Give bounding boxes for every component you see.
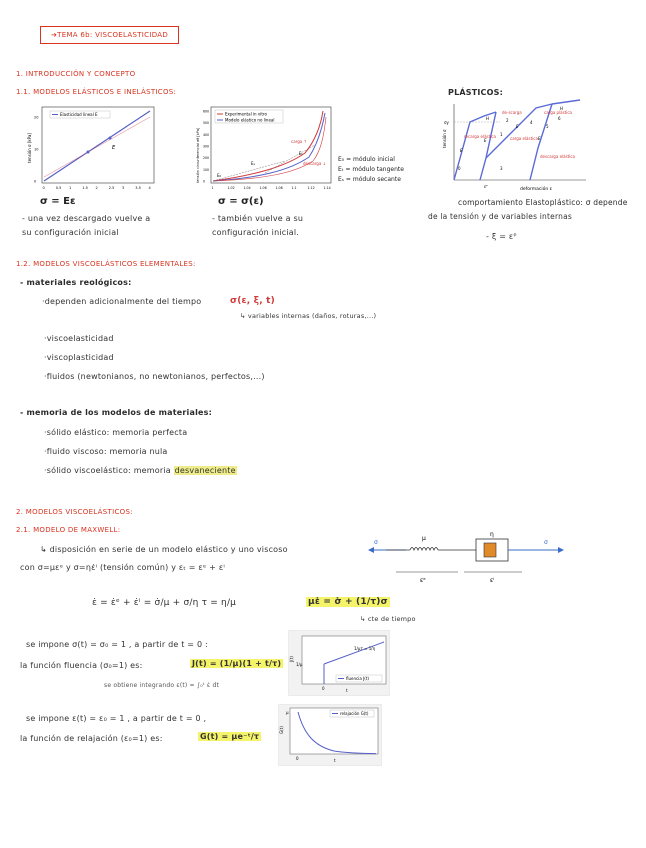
x-tick-label: 1 bbox=[211, 186, 214, 190]
eq-linear: σ = Eε bbox=[40, 196, 76, 207]
num-6: 6 bbox=[558, 116, 561, 121]
x-tick-label: 1.12 bbox=[307, 186, 315, 190]
relax-text-1: se impone ε(t) = ε₀ = 1 , a partir de t = 0 , bbox=[26, 714, 207, 723]
annot-carga: carga ↑ bbox=[291, 139, 307, 144]
moduli-list bbox=[338, 156, 404, 183]
eta-label: η bbox=[490, 531, 494, 538]
x-tick-label: 1.08 bbox=[275, 186, 283, 190]
second-unload-path bbox=[530, 104, 552, 180]
note-nonlinear-1: - también vuelve a su bbox=[212, 214, 304, 223]
annot-e0: E₀ bbox=[217, 173, 222, 178]
right-arrowhead bbox=[558, 547, 564, 553]
tangent-line bbox=[265, 145, 315, 173]
x-ticks bbox=[212, 186, 331, 190]
letter-E4: E bbox=[538, 136, 541, 141]
subsection-1-1-heading: 1.1. MODELOS ELÁSTICOS E INELÁSTICOS: bbox=[16, 88, 177, 96]
x-tick-label: 2.5 bbox=[108, 186, 115, 190]
y-axis-label: tensión σ [kPa] bbox=[27, 133, 32, 163]
y-tick: 1/μ bbox=[296, 662, 303, 667]
sigma-y-label: σy bbox=[444, 120, 449, 125]
num-0: 0 bbox=[458, 166, 461, 171]
num-5: 5 bbox=[546, 124, 549, 129]
y-tick-label: 0 bbox=[34, 179, 37, 184]
ee-label: εᵉ bbox=[420, 577, 426, 584]
list-viscoplasticity: ·viscoplasticidad bbox=[44, 353, 114, 362]
letter-E1: E bbox=[460, 148, 463, 153]
label-E: E bbox=[112, 145, 116, 151]
legend-label-1: Experimental in vitro bbox=[225, 111, 267, 117]
y-tick-label: 200 bbox=[203, 156, 210, 161]
letter-E2: E bbox=[484, 138, 487, 143]
letter-H1: H bbox=[486, 116, 490, 121]
rheological-text: ·dependen adicionalmente del tiempo bbox=[42, 297, 202, 306]
y-axis-label: G(t) bbox=[279, 726, 284, 734]
ep-label: εᴾ bbox=[484, 184, 488, 189]
y-tick-label: 20 bbox=[34, 115, 39, 120]
plastic-text-1: comportamiento Elastoplástico: σ depende bbox=[458, 198, 628, 207]
slope-label: 1/μτ = 1/η bbox=[354, 646, 376, 651]
nonlinear-elasticity-chart bbox=[195, 103, 335, 195]
elastoplastic-diagram bbox=[440, 98, 590, 194]
annot-descarga: de-scarga bbox=[502, 110, 522, 115]
section-1-heading: 1. INTRODUCCIÓN Y CONCEPTO bbox=[16, 70, 136, 78]
plastic-path bbox=[552, 100, 580, 104]
sigma-left: σ bbox=[374, 539, 378, 546]
sigma-right: σ bbox=[544, 539, 548, 546]
modulus-secant: Eₛ = módulo secante bbox=[338, 176, 401, 183]
memory-viscoelastic-highlight: desvaneciente bbox=[174, 466, 236, 475]
relaxation-plot bbox=[278, 704, 382, 766]
y-axis-label: tensión circunferencial σθ [kPa] bbox=[196, 127, 200, 183]
series-line-secondary bbox=[44, 117, 150, 177]
plastic-text-3: - ξ = εᴾ bbox=[486, 232, 517, 241]
x-ticks bbox=[43, 186, 152, 190]
x-tick-label: 1.06 bbox=[259, 186, 267, 190]
plasticos-label: PLÁSTICOS: bbox=[448, 88, 503, 97]
y-axis-label: J(t) bbox=[289, 656, 294, 662]
linear-elasticity-chart bbox=[28, 103, 158, 195]
creep-note: se obtiene integrando ε(t) = ∫₀ᵗ ε̇ dt bbox=[104, 682, 220, 689]
maxwell-eq-note: ↳ cte de tiempo bbox=[360, 615, 416, 623]
y-axis-label: tensión σ bbox=[442, 129, 447, 148]
point-1 bbox=[87, 151, 90, 154]
x-tick-label: 1 bbox=[69, 186, 72, 190]
y-ticks bbox=[34, 116, 38, 184]
x-tick-label: 1.14 bbox=[323, 186, 331, 190]
num-4: 4 bbox=[530, 120, 533, 125]
x-tick-label: 1.02 bbox=[227, 186, 235, 190]
maxwell-eq: ε̇ = ε̇ᵉ + ε̇ⁱ = σ̇/μ + σ/η τ = η/μ bbox=[92, 598, 237, 608]
y-tick-label: 400 bbox=[203, 132, 210, 137]
legend-label: Elasticidad lineal E bbox=[60, 112, 98, 117]
maxwell-text-2: con σ=μεᵉ y σ=ηε̇ⁱ (tensión común) y εₜ = εᵉ + εⁱ bbox=[20, 563, 225, 572]
list-viscoelasticity: ·viscoelasticidad bbox=[44, 334, 114, 343]
x-tick-label: 0 bbox=[42, 186, 45, 190]
memory-elastic: ·sólido elástico: memoria perfecta bbox=[44, 428, 188, 437]
x-tick-label: 1.5 bbox=[82, 186, 88, 190]
x-axis-label: deformación ε bbox=[520, 187, 553, 192]
dashpot-piston bbox=[484, 543, 496, 557]
creep-function: J(t) = (1/μ)(1 + t/τ) bbox=[192, 659, 282, 668]
annot-carga-plastica: carga plástica bbox=[544, 110, 573, 115]
y-tick-label: 10 bbox=[34, 147, 39, 152]
creep-plot bbox=[288, 630, 390, 696]
relax-text-2: la función de relajación (ε₀=1) es: bbox=[20, 734, 163, 743]
left-arrowhead bbox=[368, 547, 374, 553]
num-3: 3 bbox=[500, 166, 503, 171]
rheological-note: ↳ variables internas (daños, roturas,...) bbox=[240, 312, 377, 320]
section-2-heading: 2. MODELOS VISCOELÁSTICOS: bbox=[16, 508, 133, 516]
series-curve-unload bbox=[213, 117, 326, 181]
annot-et: Eₜ bbox=[299, 151, 303, 156]
y-tick-label: 0 bbox=[203, 179, 206, 184]
x-axis-label: t bbox=[334, 758, 336, 763]
x-tick-label: 2 bbox=[95, 186, 98, 190]
plastic-text-2: de la tensión y de variables internas bbox=[428, 212, 572, 221]
annot-descarga-elastica: descarga elástica bbox=[540, 154, 576, 159]
modulus-tangent: Eₜ = módulo tangente bbox=[338, 166, 404, 173]
bullet-rheological: - materiales reológicos: bbox=[20, 278, 132, 287]
subsection-1-2-heading: 1.2. MODELOS VISCOELÁSTICOS ELEMENTALES: bbox=[16, 260, 196, 268]
point-2 bbox=[109, 137, 112, 140]
subsection-2-1-heading: 2.1. MODELO DE MAXWELL: bbox=[16, 526, 121, 534]
y-tick-label: 600 bbox=[203, 109, 210, 114]
legend-label-2: Modelo elástico no lineal bbox=[225, 117, 275, 123]
y-tick-label: 100 bbox=[203, 167, 210, 172]
x-tick-label: 4 bbox=[148, 186, 151, 190]
memory-viscous: ·fluido viscoso: memoria nula bbox=[44, 447, 168, 456]
annot-descarga: descarga ↓ bbox=[303, 161, 326, 166]
annot-carga-elastica: carga elástica bbox=[510, 136, 538, 141]
y-tick-label: 500 bbox=[203, 121, 210, 126]
ei-label: εⁱ bbox=[490, 577, 495, 584]
maxwell-diagram bbox=[366, 530, 566, 586]
x-tick: 0 bbox=[322, 686, 325, 691]
x-tick-label: 0.5 bbox=[55, 186, 62, 190]
legend-label: relajación G(t) bbox=[340, 711, 369, 716]
memory-viscoelastic-label: ·sólido viscoelástico: memoria bbox=[44, 466, 171, 475]
secant-line bbox=[213, 161, 285, 181]
modulus-initial: E₀ = módulo inicial bbox=[338, 156, 395, 163]
num-1: 1 bbox=[500, 132, 503, 137]
creep-text-2: la función fluencia (σ₀=1) es: bbox=[20, 661, 143, 670]
letter-E3: E bbox=[516, 124, 519, 129]
x-tick: 0 bbox=[296, 756, 299, 761]
x-tick-label: 1.1 bbox=[291, 186, 297, 190]
y-ticks bbox=[203, 110, 209, 184]
note-nonlinear-2: configuración inicial. bbox=[212, 228, 300, 237]
rheological-eq: σ(ε, ξ, t) bbox=[230, 296, 275, 306]
num-2: 2 bbox=[506, 118, 509, 123]
x-tick-label: 1.04 bbox=[243, 186, 251, 190]
bullet-memory: - memoria de los modelos de materiales: bbox=[20, 408, 212, 417]
note-linear-1: - una vez descargado vuelve a bbox=[22, 214, 151, 223]
mu-label: μ bbox=[422, 535, 426, 542]
letter-H2: H bbox=[560, 106, 564, 111]
x-axis-label: t bbox=[346, 688, 348, 693]
series-line-elastic bbox=[44, 111, 150, 181]
relax-function: G(t) = μe⁻ᵗ/τ bbox=[200, 732, 260, 741]
creep-text-1: se impone σ(t) = σ₀ = 1 , a partir de t = 0 : bbox=[26, 640, 208, 649]
list-fluids: ·fluidos (newtonianos, no newtonianos, perfectos,...) bbox=[44, 372, 265, 381]
maxwell-text-1: ↳ disposición en serie de un modelo elástico y uno viscoso bbox=[40, 545, 288, 554]
annot-recarga: recarga elástica bbox=[464, 134, 496, 139]
legend-label: fluencia J(t) bbox=[346, 676, 369, 681]
memory-viscoelastic bbox=[44, 466, 237, 475]
x-tick-label: 3 bbox=[122, 186, 125, 190]
annot-es: Eₛ bbox=[251, 161, 256, 166]
maxwell-eq-highlight: με̇ = σ̇ + (1/τ)σ bbox=[308, 597, 388, 607]
y-tick: μ bbox=[286, 710, 289, 715]
y-tick-label: 300 bbox=[203, 144, 210, 149]
page-title: ➔TEMA 6b: VISCOELASTICIDAD bbox=[40, 26, 179, 44]
eq-nonlinear: σ = σ(ε) bbox=[218, 196, 264, 207]
note-linear-2: su configuración inicial bbox=[22, 228, 119, 237]
x-tick-label: 3.5 bbox=[135, 186, 141, 190]
spring bbox=[410, 548, 438, 551]
